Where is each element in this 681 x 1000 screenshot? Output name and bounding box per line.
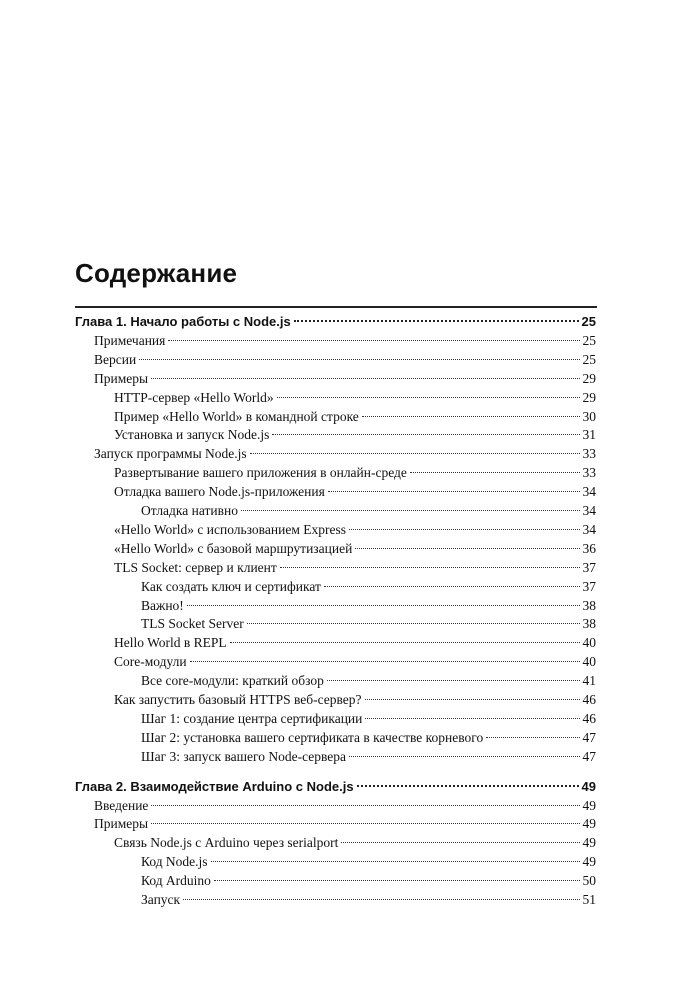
toc-entry-title: Запуск программы Node.js bbox=[94, 446, 247, 462]
dot-leader bbox=[187, 605, 580, 606]
toc-entry-title: Запуск bbox=[141, 892, 181, 907]
toc-entry-title: Отладка вашего Node.js-приложения bbox=[114, 484, 325, 500]
dot-leader bbox=[294, 320, 579, 322]
toc-entry-title: Hello World в REPL bbox=[114, 635, 227, 651]
toc-entry bbox=[114, 408, 596, 426]
toc-entry-page-number: 38 bbox=[582, 597, 596, 613]
toc-entry bbox=[141, 748, 596, 766]
toc-entry-title: Код Node.js bbox=[141, 854, 208, 870]
dot-leader bbox=[250, 453, 580, 454]
dot-leader bbox=[151, 805, 579, 806]
toc-entry-title: Пример «Hello World» в командной строке bbox=[114, 408, 359, 424]
toc-entry-title: Версии bbox=[94, 351, 137, 367]
toc-entry bbox=[94, 351, 596, 369]
toc-entry-title: TLS Socket: сервер и клиент bbox=[114, 559, 277, 575]
toc-entry bbox=[114, 834, 596, 852]
dot-leader bbox=[328, 491, 580, 492]
dot-leader bbox=[410, 472, 580, 473]
toc-entry-title: Шаг 3: запуск вашего Node-сервера bbox=[141, 748, 347, 764]
toc-entry-page-number: 25 bbox=[582, 351, 596, 367]
toc-entry bbox=[141, 502, 596, 520]
toc-entry-title: Глава 1. Начало работы с Node.js bbox=[75, 314, 291, 329]
dot-leader bbox=[365, 699, 580, 700]
toc-entry bbox=[94, 797, 596, 815]
toc-entry-page-number: 47 bbox=[582, 729, 596, 745]
toc-entry-title: Шаг 2: установка вашего сертификата в качестве корневого bbox=[141, 729, 484, 745]
toc-entry-page-number: 46 bbox=[582, 710, 596, 726]
toc-entry-title: Шаг 1: создание центра сертификации bbox=[141, 710, 363, 726]
toc-entry bbox=[114, 540, 596, 558]
toc-entry bbox=[141, 872, 596, 890]
toc-entry bbox=[114, 389, 596, 407]
dot-leader bbox=[272, 434, 579, 435]
toc-entry-page-number: 33 bbox=[582, 446, 596, 462]
toc-entry-page-number: 37 bbox=[582, 578, 596, 594]
dot-leader bbox=[241, 510, 580, 511]
toc-entry-title: Связь Node.js с Arduino через serialport bbox=[114, 835, 339, 851]
toc-chapter-entry bbox=[75, 778, 596, 796]
toc-entry-page-number: 30 bbox=[582, 408, 596, 424]
page-title: Содержание bbox=[75, 258, 238, 288]
toc-entry bbox=[141, 710, 596, 728]
toc-entry-page-number: 34 bbox=[582, 521, 596, 537]
toc-entry-title: TLS Socket Server bbox=[141, 616, 244, 632]
toc-entry bbox=[141, 891, 596, 909]
toc-entry bbox=[94, 332, 596, 350]
dot-leader bbox=[151, 823, 579, 824]
dot-leader bbox=[349, 756, 579, 757]
dot-leader bbox=[168, 340, 579, 341]
toc-entry-title: Примеры bbox=[94, 816, 149, 832]
toc-entry-page-number: 37 bbox=[582, 559, 596, 575]
toc-entry bbox=[94, 815, 596, 833]
toc-entry-page-number: 25 bbox=[581, 314, 596, 329]
toc-entry bbox=[141, 578, 596, 596]
toc-entry-page-number: 49 bbox=[582, 835, 596, 851]
toc-entry-page-number: 49 bbox=[582, 816, 596, 832]
toc-entry-title: Введение bbox=[94, 797, 149, 813]
dot-leader bbox=[362, 416, 580, 417]
toc-entry bbox=[114, 483, 596, 501]
toc-entry bbox=[141, 853, 596, 871]
dot-leader bbox=[324, 586, 580, 587]
toc-entry-title: Важно! bbox=[141, 597, 184, 613]
dot-leader bbox=[277, 397, 580, 398]
toc-entry-page-number: 49 bbox=[582, 854, 596, 870]
toc-entry-title: Примечания bbox=[94, 332, 166, 348]
toc-entry-page-number: 34 bbox=[582, 503, 596, 518]
dot-leader bbox=[357, 785, 579, 787]
toc-entry-page-number: 31 bbox=[582, 427, 596, 443]
toc-entry bbox=[141, 597, 596, 615]
toc-entry-page-number: 25 bbox=[582, 332, 596, 348]
toc-entry-page-number: 29 bbox=[582, 389, 596, 405]
dot-leader bbox=[355, 548, 579, 549]
dot-leader bbox=[183, 899, 579, 900]
toc-entry-page-number: 46 bbox=[582, 692, 596, 707]
dot-leader bbox=[486, 737, 579, 738]
toc-entry-title: HTTP-сервер «Hello World» bbox=[114, 389, 274, 405]
toc-entry-title: Глава 2. Взаимодействие Arduino с Node.js bbox=[75, 778, 354, 794]
toc-entry bbox=[141, 729, 596, 747]
dot-leader bbox=[247, 623, 580, 624]
toc-entry-title: Core-модули bbox=[114, 654, 187, 670]
toc-entry-page-number: 38 bbox=[582, 616, 596, 632]
dot-leader bbox=[230, 642, 580, 643]
toc-entry-page-number: 29 bbox=[582, 370, 596, 386]
dot-leader bbox=[151, 378, 579, 379]
dot-leader bbox=[280, 567, 580, 568]
toc-entry-title: Установка и запуск Node.js bbox=[114, 427, 270, 443]
dot-leader bbox=[214, 880, 580, 881]
toc-entry-page-number: 34 bbox=[582, 484, 596, 500]
toc-entry-page-number: 47 bbox=[582, 748, 596, 764]
toc-entry bbox=[114, 653, 596, 671]
toc-entry-page-number: 50 bbox=[582, 873, 596, 889]
toc-chapter-entry bbox=[75, 313, 596, 331]
toc-entry-title: Отладка нативно bbox=[141, 503, 238, 518]
dot-leader bbox=[139, 359, 579, 360]
toc-entry bbox=[114, 464, 596, 482]
dot-leader bbox=[327, 680, 580, 681]
toc-entry-page-number: 40 bbox=[582, 635, 596, 651]
toc-entry bbox=[114, 559, 596, 577]
toc-entry bbox=[94, 370, 596, 388]
dot-leader bbox=[349, 529, 580, 530]
toc-entry-title: Примеры bbox=[94, 370, 149, 386]
dot-leader bbox=[341, 842, 579, 843]
dot-leader bbox=[211, 861, 580, 862]
toc-entry bbox=[94, 445, 596, 463]
toc-entry-page-number: 36 bbox=[582, 540, 596, 556]
toc-entry-page-number: 41 bbox=[582, 673, 596, 689]
toc-entry bbox=[114, 691, 596, 709]
toc-entry-title: Как создать ключ и сертификат bbox=[141, 578, 321, 594]
toc-entry bbox=[114, 521, 596, 539]
toc-entry-title: «Hello World» с базовой маршрутизацией bbox=[114, 540, 353, 556]
toc-entry-page-number: 49 bbox=[581, 778, 596, 794]
toc-entry-page-number: 40 bbox=[582, 654, 596, 670]
toc-entry bbox=[141, 672, 596, 690]
toc-entry-title: Все core-модули: краткий обзор bbox=[141, 673, 324, 689]
dot-leader bbox=[365, 718, 579, 719]
toc-entry-title: «Hello World» с использованием Express bbox=[114, 521, 346, 537]
toc-entry bbox=[114, 634, 596, 652]
toc-entry bbox=[114, 426, 596, 444]
toc-entry-page-number: 33 bbox=[582, 465, 596, 481]
toc-entry-page-number: 51 bbox=[582, 892, 596, 907]
dot-leader bbox=[190, 661, 580, 662]
toc-entry-page-number: 49 bbox=[582, 797, 596, 813]
toc-entry-title: Как запустить базовый HTTPS веб-сервер? bbox=[114, 692, 362, 707]
toc-entry-title: Код Arduino bbox=[141, 873, 211, 889]
toc-entry bbox=[141, 615, 596, 633]
toc-entry-title: Развертывание вашего приложения в онлайн-среде bbox=[114, 465, 407, 481]
